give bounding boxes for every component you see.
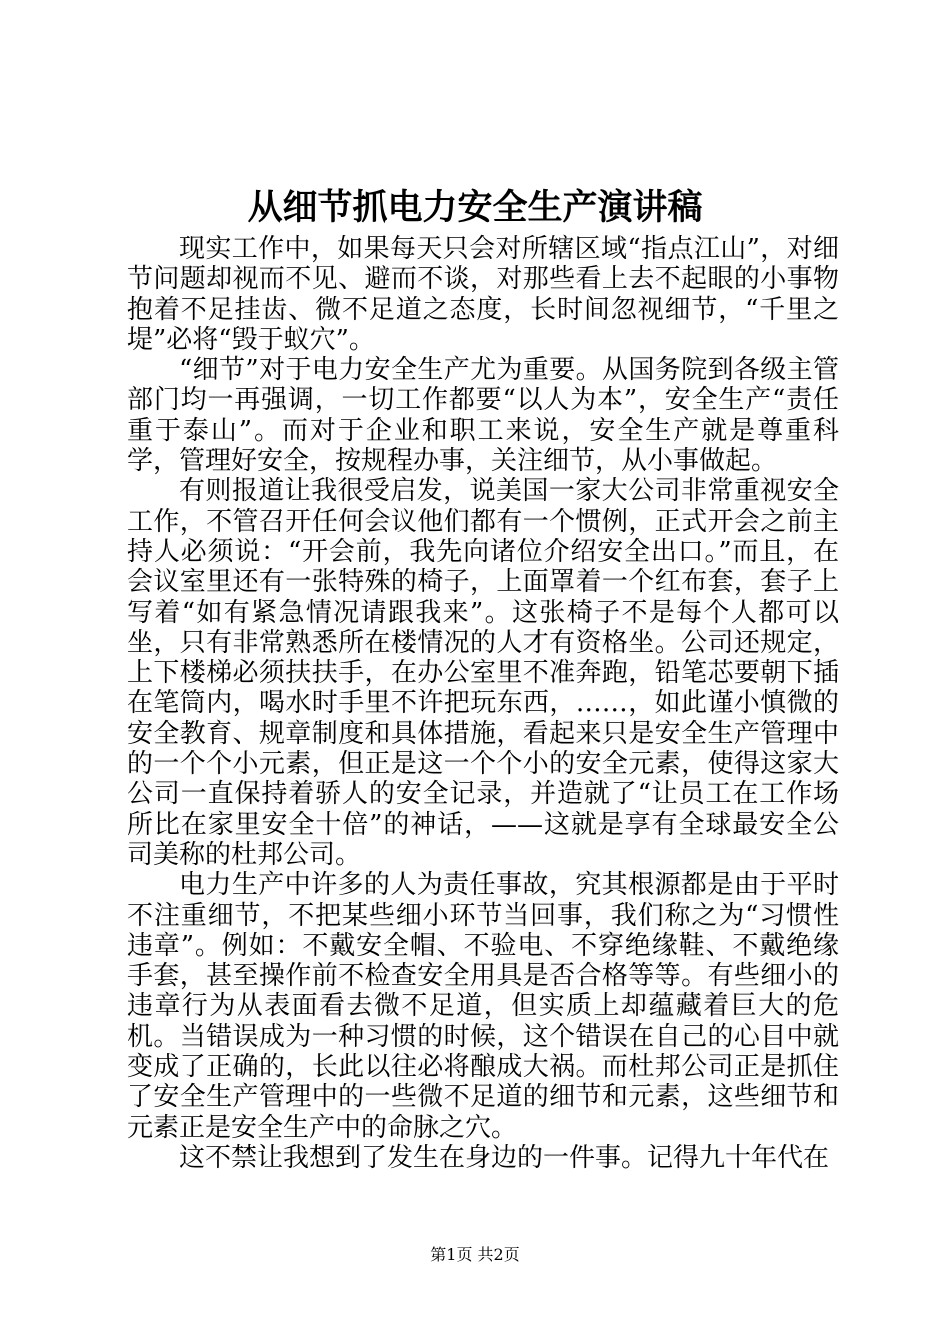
paragraph: 电力生产中许多的人为责任事故，究其根源都是由于平时不注重细节，不把某些细小环节当回事，我们称之为“习惯性违章”。例如：不戴安全帽、不验电、不穿绝缘鞋、不戴绝缘手套，甚至操作前不检查安全用具是否合格等等。有些细小的违章行为从表面看去微不足道，但实质上却蕴藏着巨大的危机。当错误成为一种习惯的时候，这个错误在自己的心目中就变成了正确的，长此以往必将酿成大祸。而杜邦公司正是抓住了安全生产管理中的一些微不足道的细节和元素，这些细节和元素正是安全生产中的命脉之穴。 (127, 870, 839, 1143)
paragraph: 有则报道让我很受启发，说美国一家大公司非常重视安全工作，不管召开任何会议他们都有一个惯例，正式开会之前主持人必须说：“开会前，我先向诸位介绍安全出口。”而且，在会议室里还有一张特殊的椅子，上面罩着一个红布套，套子上写着“如有紧急情况请跟我来”。这张椅子不是每个人都可以坐，只有非常熟悉所在楼情况的人才有资格坐。公司还规定，上下楼梯必须扶扶手，在办公室里不准奔跑，铅笔芯要朝下插在笔筒内，喝水时手里不许把玩东西，……，如此谨小慎微的安全教育、规章制度和具体措施，看起来只是安全生产管理中的一个个小元素，但正是这一个个小的安全元素，使得这家大公司一直保持着骄人的安全记录，并造就了“让员工在工作场所比在家里安全十倍”的神话，——这就是享有全球最安全公司美称的杜邦公司。 (127, 476, 839, 870)
document-body (127, 234, 839, 1173)
paragraph: 现实工作中，如果每天只会对所辖区域“指点江山”，对细节问题却视而不见、避而不谈，对那些看上去不起眼的小事物抱着不足挂齿、微不足道之态度，长时间忽视细节，“千里之堤”必将“毁于蚁穴”。 (127, 234, 839, 355)
paragraph: “细节”对于电力安全生产尤为重要。从国务院到各级主管部门均一再强调，一切工作都要“以人为本”，安全生产“责任重于泰山”。而对于企业和职工来说，安全生产就是尊重科学，管理好安全，按规程办事，关注细节，从小事做起。 (127, 355, 839, 477)
document-title: 从细节抓电力安全生产演讲稿 (247, 187, 703, 228)
paragraph: 这不禁让我想到了发生在身边的一件事。记得九十年代在 (179, 1142, 830, 1173)
page-footer: 第1页 共2页 (430, 1245, 520, 1264)
